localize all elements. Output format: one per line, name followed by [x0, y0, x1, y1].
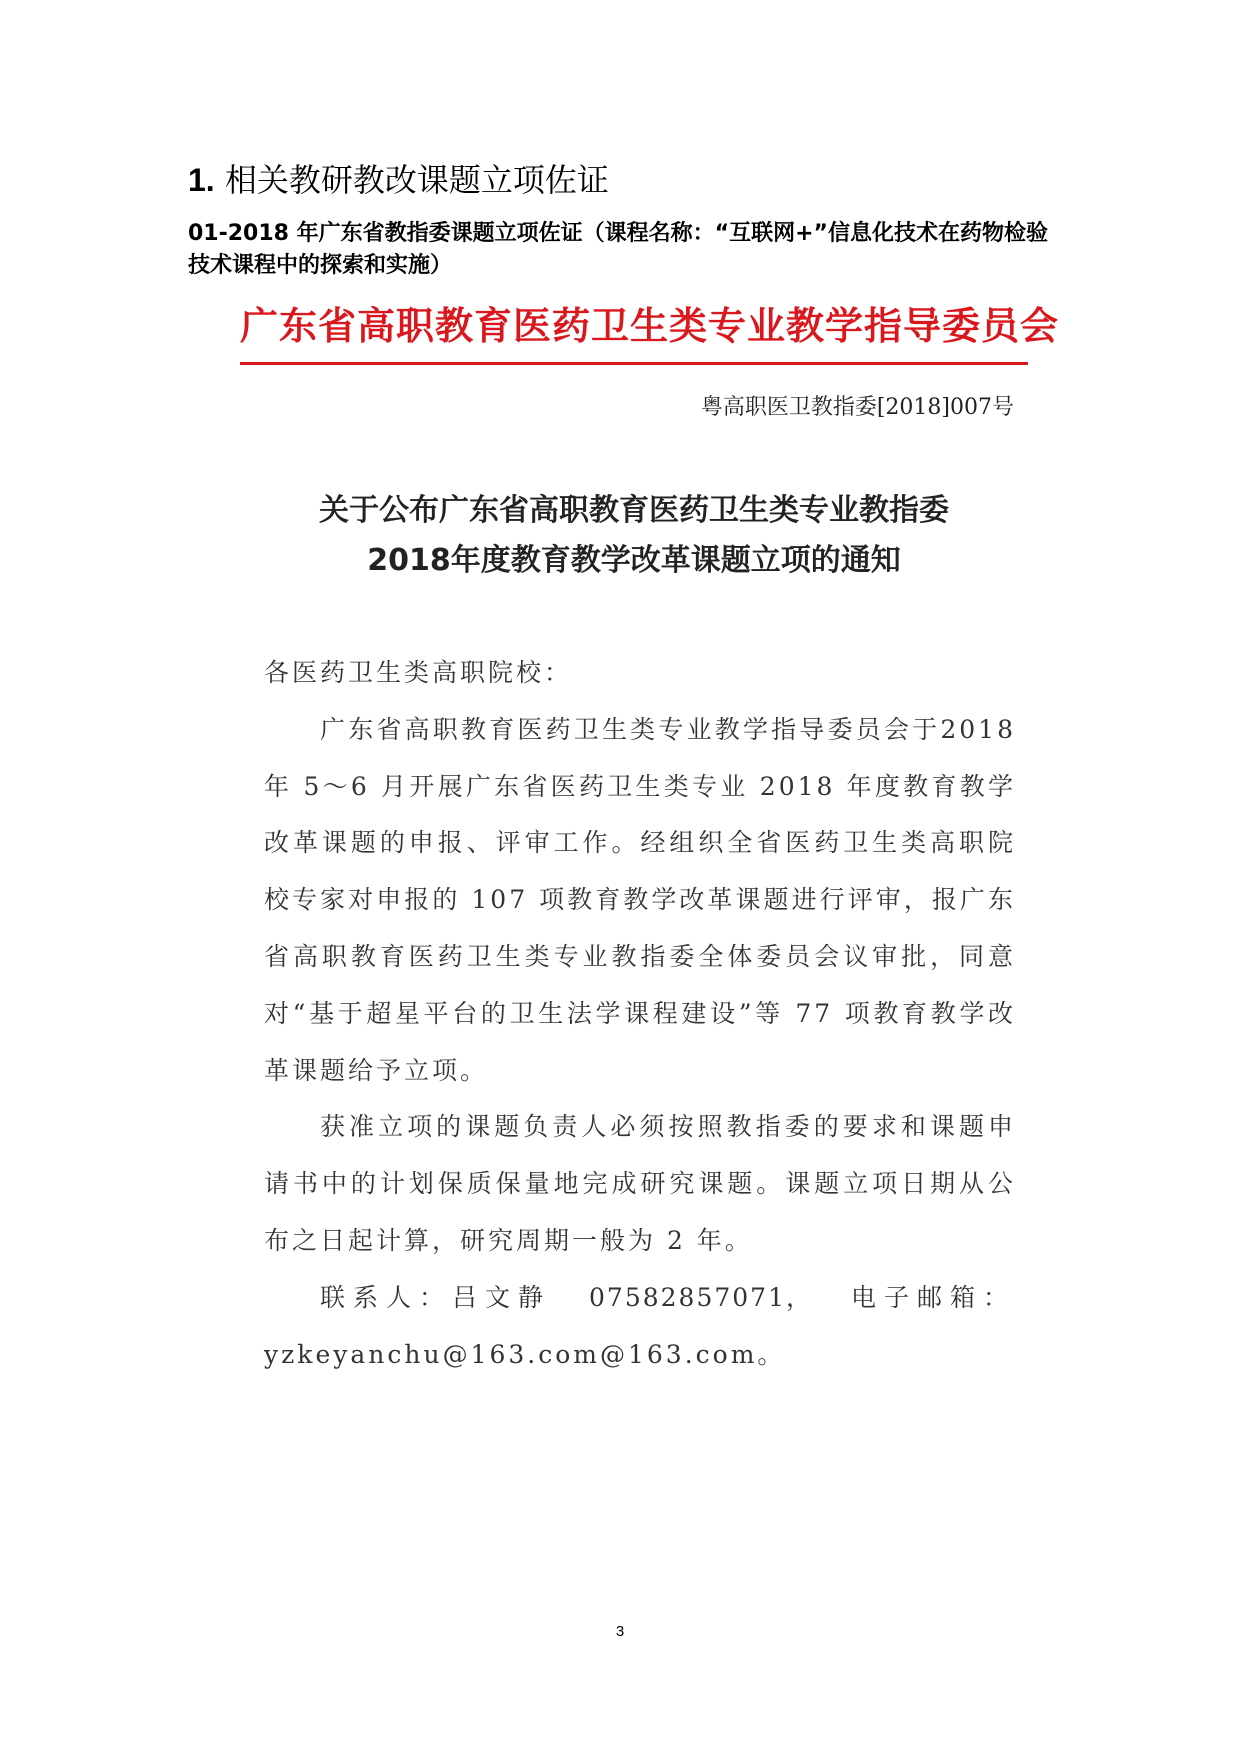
document-number: 粤高职医卫教指委[2018]007号	[700, 395, 1014, 420]
contact-line	[264, 1270, 1016, 1327]
contact-phone: 07582857071，	[589, 1282, 813, 1312]
notice-paragraph-2: 获准立项的课题负责人必须按照教指委的要求和课题申请书中的计划保质保量地完成研究课题。课题立项日期从公布之日起计算，研究周期一般为 2 年。	[264, 1112, 1016, 1255]
notice-title-line-1: 关于公布广东省高职教育医药卫生类专业教指委	[319, 493, 949, 528]
letterhead-org-name: 广东省高职教育医药卫生类专业教学指导委员会	[240, 304, 1060, 348]
notice-title-line-2: 2018年度教育教学改革课题立项的通知	[367, 543, 901, 578]
letterhead	[240, 298, 1060, 370]
notice-body	[264, 645, 1016, 1383]
notice-salutation: 各医药卫生类高职院校：	[264, 658, 573, 687]
notice-title	[240, 486, 1028, 586]
evidence-caption: 01-2018 年广东省教指委课题立项佐证（课程名称：“互联网+”信息化技术在药物检验技术课程中的探索和实施）	[188, 221, 1048, 278]
contact-email: yzkeyanchu@163.com@163.com。	[264, 1339, 786, 1369]
section-number: 1.	[188, 162, 215, 198]
section-heading	[188, 160, 609, 200]
email-label: 电子邮箱：	[850, 1282, 1016, 1312]
letterhead-red-rule	[240, 362, 1028, 365]
page-number: 3	[615, 1623, 625, 1640]
notice-paragraph-1: 广东省高职教育医药卫生类专业教学指导委员会于2018 年 5～6 月开展广东省医药卫生类专业 2018 年度教育教学改革课题的申报、评审工作。经组织全省医药卫生类高职院校专家对申报的 107 项教育教学改革课题进行评审，报广东省高职教育医药卫生类专业教指委全体委员会议审批，同意对“基于超星平台的卫生法学课程建设”等 77 项教育教学改革课题给予立项。	[264, 714, 1016, 1085]
section-title-text: 相关教研教改课题立项佐证	[224, 161, 609, 199]
contact-person: 联系人：吕文静	[320, 1282, 552, 1312]
